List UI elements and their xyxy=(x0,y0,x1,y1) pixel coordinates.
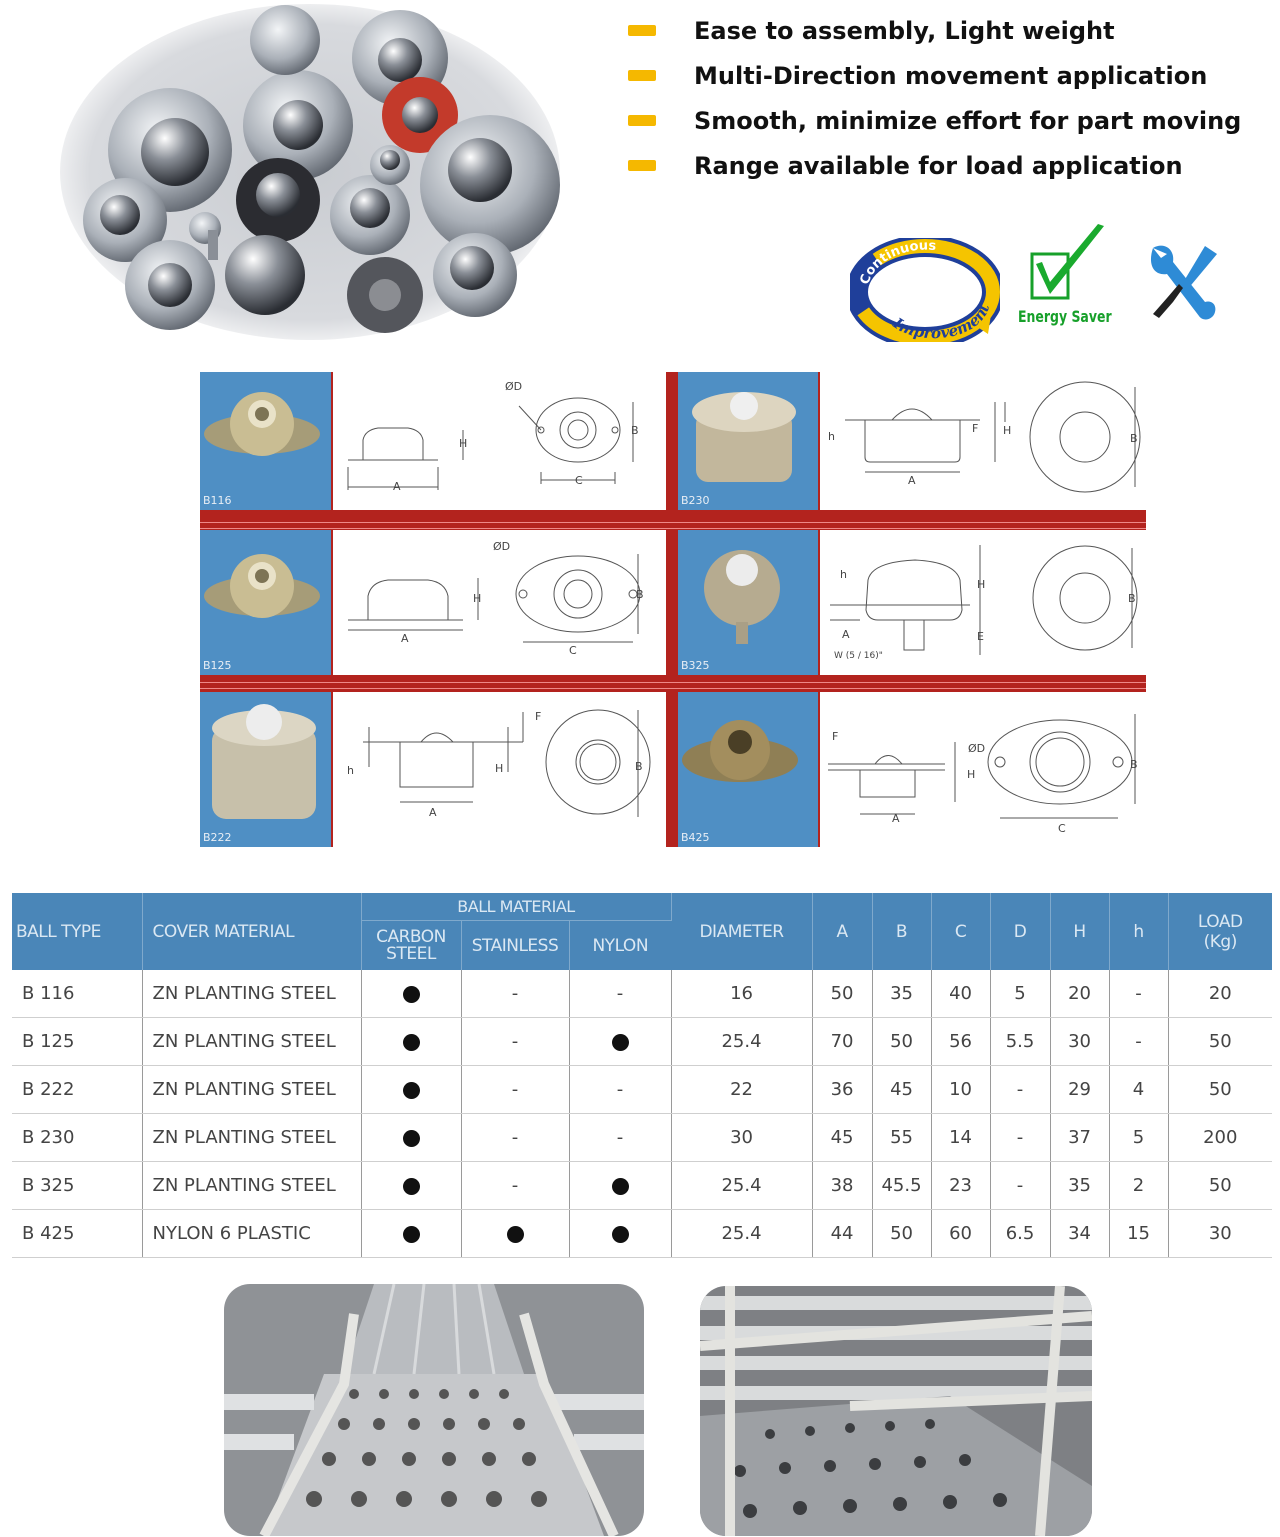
row-carbon-steel xyxy=(361,1114,461,1162)
spec-table-body xyxy=(12,970,1272,1258)
filled-dot-icon xyxy=(403,1178,420,1195)
header-h-upper: H xyxy=(1050,893,1109,970)
filled-dot-icon xyxy=(403,986,420,1003)
model-label: B125 xyxy=(203,659,232,672)
feature-text: Ease to assembly, Light weight xyxy=(694,16,1115,45)
tools-icon xyxy=(1143,240,1223,325)
dim-h: H xyxy=(473,592,482,605)
filled-dot-icon xyxy=(403,1226,420,1243)
filled-dot-icon xyxy=(612,1178,629,1195)
dim-b: B xyxy=(1128,592,1136,605)
table-row xyxy=(12,1114,1272,1162)
row-ball-type: B 125 xyxy=(12,1018,142,1066)
header-a: A xyxy=(812,893,872,970)
dim-c: C xyxy=(569,644,577,657)
row-d: 5.5 xyxy=(990,1018,1050,1066)
bullet-icon xyxy=(628,70,656,81)
table-row xyxy=(12,1018,1272,1066)
model-label: B230 xyxy=(681,494,710,507)
header-stainless: STAINLESS xyxy=(461,921,569,971)
dim-a: A xyxy=(401,632,409,645)
row-stainless: - xyxy=(461,1066,569,1114)
product-photo-b222 xyxy=(200,692,331,847)
dim-od: ØD xyxy=(505,380,523,393)
row-ball-type: B 222 xyxy=(12,1066,142,1114)
row-d: - xyxy=(990,1066,1050,1114)
row-h-lower: 2 xyxy=(1109,1162,1168,1210)
model-label: B425 xyxy=(681,831,710,844)
model-label: B222 xyxy=(203,831,232,844)
row-h-upper: 29 xyxy=(1050,1066,1109,1114)
product-photo-b325 xyxy=(678,530,818,675)
row-ball-type: B 116 xyxy=(12,970,142,1018)
row-a: 45 xyxy=(812,1114,872,1162)
row-diameter: 25.4 xyxy=(671,1210,812,1258)
row-d: - xyxy=(990,1114,1050,1162)
dim-a: A xyxy=(908,474,916,487)
row-d: - xyxy=(990,1162,1050,1210)
row-a: 38 xyxy=(812,1162,872,1210)
row-nylon xyxy=(569,1018,671,1066)
dim-h-small: h xyxy=(828,430,835,443)
row-h-upper: 37 xyxy=(1050,1114,1109,1162)
dim-h: H xyxy=(459,437,468,450)
row-b: 50 xyxy=(872,1018,931,1066)
dim-w: W (5 / 16)" xyxy=(834,651,883,661)
row-a: 36 xyxy=(812,1066,872,1114)
row-h-lower: 5 xyxy=(1109,1114,1168,1162)
header-diameter: DIAMETER xyxy=(671,893,812,970)
dim-h-small: h xyxy=(840,568,847,581)
row-h-lower: 4 xyxy=(1109,1066,1168,1114)
row-load: 50 xyxy=(1168,1018,1272,1066)
row-load: 50 xyxy=(1168,1066,1272,1114)
row-carbon-steel xyxy=(361,1210,461,1258)
row-load: 200 xyxy=(1168,1114,1272,1162)
row-diameter: 25.4 xyxy=(671,1018,812,1066)
row-nylon: - xyxy=(569,1114,671,1162)
header-load-line1: LOAD xyxy=(1197,911,1243,932)
feature-item xyxy=(628,53,1268,98)
dim-b: B xyxy=(631,424,639,437)
row-nylon xyxy=(569,1210,671,1258)
table-row xyxy=(12,970,1272,1018)
table-row xyxy=(12,1210,1272,1258)
dim-a: A xyxy=(393,480,401,493)
dim-h: H xyxy=(495,762,504,775)
header-carbon-line1: CARBON xyxy=(376,926,446,947)
product-photo-b230 xyxy=(678,372,818,510)
row-d: 6.5 xyxy=(990,1210,1050,1258)
header-d: D xyxy=(990,893,1050,970)
row-c: 10 xyxy=(931,1066,990,1114)
header-h-lower: h xyxy=(1109,893,1168,970)
row-c: 60 xyxy=(931,1210,990,1258)
dimension-drawing-b230 xyxy=(820,372,1146,510)
row-carbon-steel xyxy=(361,1066,461,1114)
filled-dot-icon xyxy=(507,1226,524,1243)
table-row xyxy=(12,1162,1272,1210)
filled-dot-icon xyxy=(612,1034,629,1051)
feature-list xyxy=(628,8,1268,188)
ball-transfer-catalog xyxy=(200,372,1146,847)
dim-f: F xyxy=(535,710,542,723)
row-h-upper: 34 xyxy=(1050,1210,1109,1258)
dimension-drawing-b125 xyxy=(333,530,666,675)
conveyor-ball-table-photo-right xyxy=(700,1286,1092,1536)
row-c: 56 xyxy=(931,1018,990,1066)
row-nylon xyxy=(569,1162,671,1210)
bullet-icon xyxy=(628,160,656,171)
row-h-lower: - xyxy=(1109,970,1168,1018)
row-nylon: - xyxy=(569,970,671,1018)
row-h-upper: 30 xyxy=(1050,1018,1109,1066)
row-h-lower: - xyxy=(1109,1018,1168,1066)
row-b: 55 xyxy=(872,1114,931,1162)
conveyor-ball-table-photo-left xyxy=(224,1284,644,1536)
header-ball-type: BALL TYPE xyxy=(12,893,142,970)
header-load-line2: (Kg) xyxy=(1203,931,1237,952)
row-diameter: 22 xyxy=(671,1066,812,1114)
row-stainless: - xyxy=(461,1162,569,1210)
dim-c: C xyxy=(575,474,583,487)
row-diameter: 25.4 xyxy=(671,1162,812,1210)
dim-c: C xyxy=(1058,822,1066,835)
row-h-upper: 35 xyxy=(1050,1162,1109,1210)
row-cover-material: ZN PLANTING STEEL xyxy=(142,970,361,1018)
dim-b: B xyxy=(635,760,643,773)
header-cover-material: COVER MATERIAL xyxy=(142,893,361,970)
dimension-drawing-b425 xyxy=(820,692,1146,847)
row-cover-material: ZN PLANTING STEEL xyxy=(142,1018,361,1066)
row-c: 14 xyxy=(931,1114,990,1162)
row-stainless: - xyxy=(461,1114,569,1162)
row-stainless: - xyxy=(461,970,569,1018)
row-cover-material: ZN PLANTING STEEL xyxy=(142,1114,361,1162)
filled-dot-icon xyxy=(403,1082,420,1099)
badge-improvement-text: Improvement xyxy=(890,301,994,342)
header-carbon-steel xyxy=(361,921,461,971)
row-c: 40 xyxy=(931,970,990,1018)
row-b: 50 xyxy=(872,1210,931,1258)
row-stainless: - xyxy=(461,1018,569,1066)
feature-text: Multi-Direction movement application xyxy=(694,61,1208,90)
row-ball-type: B 425 xyxy=(12,1210,142,1258)
dimension-drawing-b116 xyxy=(333,372,666,510)
row-b: 35 xyxy=(872,970,931,1018)
dim-h: H xyxy=(967,768,976,781)
filled-dot-icon xyxy=(403,1130,420,1147)
dim-h: H xyxy=(977,578,986,591)
row-nylon: - xyxy=(569,1066,671,1114)
row-a: 44 xyxy=(812,1210,872,1258)
row-b: 45 xyxy=(872,1066,931,1114)
product-photo-b425 xyxy=(678,692,818,847)
filled-dot-icon xyxy=(612,1226,629,1243)
product-photo-b125 xyxy=(200,530,331,675)
row-ball-type: B 325 xyxy=(12,1162,142,1210)
filled-dot-icon xyxy=(403,1034,420,1051)
row-carbon-steel xyxy=(361,1162,461,1210)
row-diameter: 30 xyxy=(671,1114,812,1162)
table-row xyxy=(12,1066,1272,1114)
row-load: 30 xyxy=(1168,1210,1272,1258)
header-ball-material: BALL MATERIAL xyxy=(361,893,671,921)
header-nylon: NYLON xyxy=(569,921,671,971)
row-cover-material: ZN PLANTING STEEL xyxy=(142,1066,361,1114)
dimension-drawing-b325 xyxy=(820,530,1146,675)
feature-item xyxy=(628,143,1268,188)
model-label: B325 xyxy=(681,659,710,672)
dim-b: B xyxy=(636,588,644,601)
energy-saver-label: Energy Saver xyxy=(1018,307,1112,326)
feature-text: Range available for load application xyxy=(694,151,1183,180)
dim-h: H xyxy=(1003,424,1012,437)
row-d: 5 xyxy=(990,970,1050,1018)
bullet-icon xyxy=(628,115,656,126)
feature-item xyxy=(628,98,1268,143)
dim-f: F xyxy=(972,422,979,435)
row-h-lower: 15 xyxy=(1109,1210,1168,1258)
row-stainless xyxy=(461,1210,569,1258)
dim-h-small: h xyxy=(347,764,354,777)
row-h-upper: 20 xyxy=(1050,970,1109,1018)
row-load: 20 xyxy=(1168,970,1272,1018)
dim-od: ØD xyxy=(968,742,986,755)
row-carbon-steel xyxy=(361,970,461,1018)
header-b: B xyxy=(872,893,931,970)
row-ball-type: B 230 xyxy=(12,1114,142,1162)
feature-item xyxy=(628,8,1268,53)
row-carbon-steel xyxy=(361,1018,461,1066)
header-c: C xyxy=(931,893,990,970)
dim-a: A xyxy=(842,628,850,641)
dim-b: B xyxy=(1130,432,1138,445)
dim-a: A xyxy=(892,812,900,825)
row-load: 50 xyxy=(1168,1162,1272,1210)
row-cover-material: NYLON 6 PLASTIC xyxy=(142,1210,361,1258)
row-diameter: 16 xyxy=(671,970,812,1018)
header-carbon-line2: STEEL xyxy=(386,943,436,964)
badge-continuous-text: Continuous xyxy=(857,238,937,287)
row-a: 70 xyxy=(812,1018,872,1066)
dim-od: ØD xyxy=(493,540,511,553)
dimension-drawing-b222 xyxy=(333,692,666,847)
dim-e: E xyxy=(977,630,984,643)
header-load xyxy=(1168,893,1272,970)
dim-b: B xyxy=(1130,758,1138,771)
model-label: B116 xyxy=(203,494,232,507)
row-b: 45.5 xyxy=(872,1162,931,1210)
feature-text: Smooth, minimize effort for part moving xyxy=(694,106,1242,135)
row-c: 23 xyxy=(931,1162,990,1210)
row-a: 50 xyxy=(812,970,872,1018)
dim-f: F xyxy=(832,730,839,743)
ball-transfer-collage-image xyxy=(40,0,560,345)
continuous-improvement-icon xyxy=(850,238,1000,342)
ball-transfer-spec-table xyxy=(12,893,1272,1258)
dim-a: A xyxy=(429,806,437,819)
product-photo-b116 xyxy=(200,372,331,510)
row-cover-material: ZN PLANTING STEEL xyxy=(142,1162,361,1210)
bullet-icon xyxy=(628,25,656,36)
